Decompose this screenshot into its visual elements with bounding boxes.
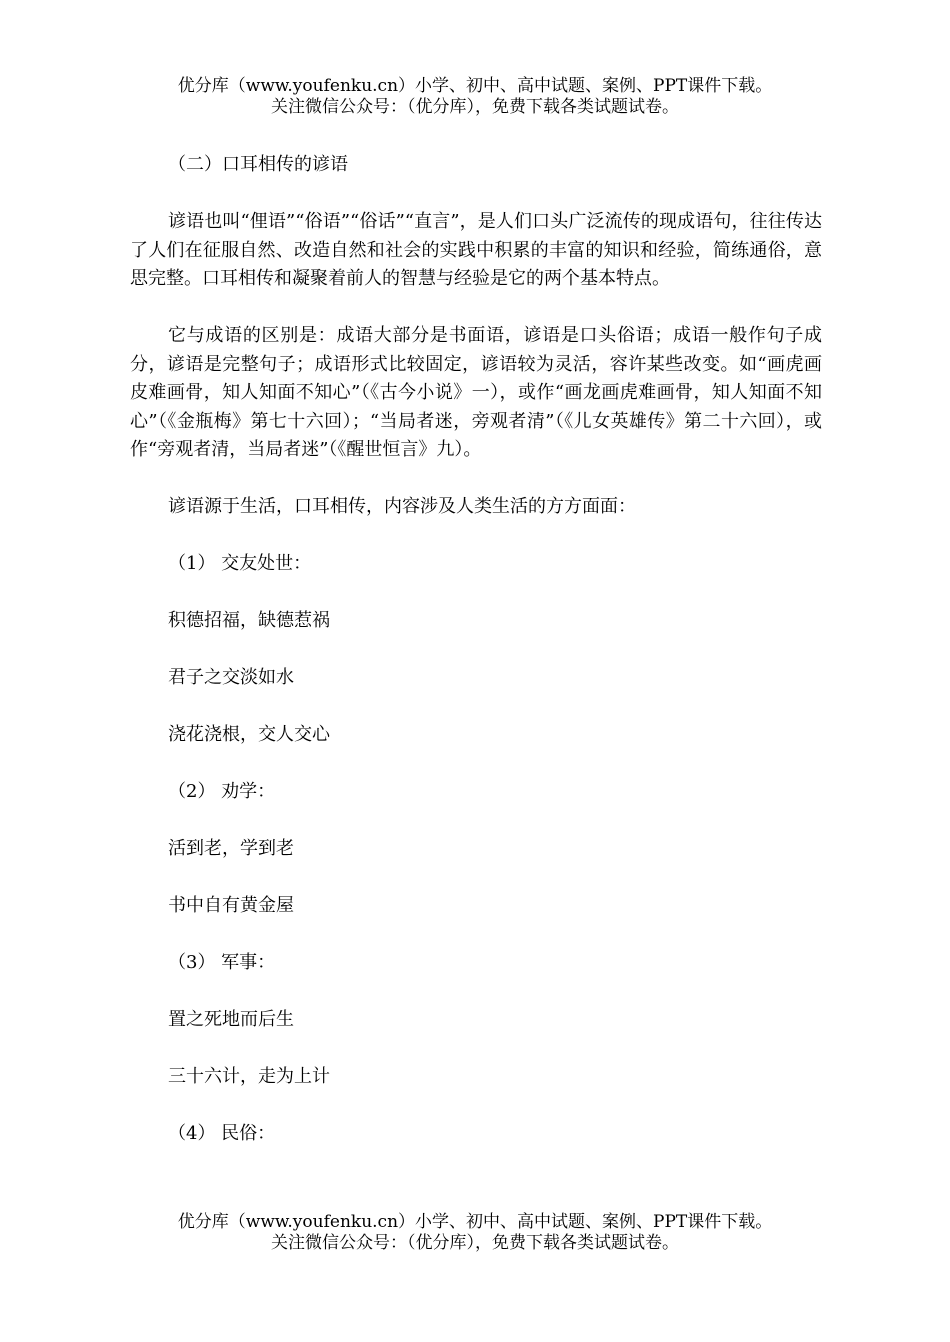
header-wechat-line: 关注微信公众号：（优分库），免费下载各类试题试卷。 xyxy=(271,97,679,117)
document-body xyxy=(130,151,822,1149)
proverb-item: 活到老，学到老 xyxy=(168,838,294,859)
proverb-item: 君子之交淡如水 xyxy=(168,667,294,688)
paragraph-intro: 谚语源于生活，口耳相传，内容涉及人类生活的方方面面： xyxy=(168,496,636,517)
proverb-item: 书中自有黄金屋 xyxy=(168,895,294,916)
category-heading-military: （3） 军事： xyxy=(168,952,276,973)
header-site-line: 优分库（www.youfenku.cn）小学、初中、高中试题、案例、PPT课件下载。 xyxy=(177,76,773,96)
paragraph-definition: 谚语也叫“俚语”“俗语”“俗话”“直言”，是人们口头广泛流传的现成语句，往往传达了人们在征服自然、改造自然和社会的实践中积累的丰富的知识和经验，简练通俗，意思完整。口耳相传和凝聚着前人的智慧与经验是它的两个基本特点。 xyxy=(130,211,822,289)
category-heading-study: （2） 劝学： xyxy=(168,781,276,802)
category-heading-social: （1） 交友处世： xyxy=(168,553,312,574)
footer-site-line: 优分库（www.youfenku.cn）小学、初中、高中试题、案例、PPT课件下载。 xyxy=(177,1212,773,1232)
proverb-item: 浇花浇根，交人交心 xyxy=(168,724,330,745)
section-title: （二）口耳相传的谚语 xyxy=(168,154,348,175)
proverb-item: 置之死地而后生 xyxy=(168,1009,294,1030)
proverb-item: 积德招福，缺德惹祸 xyxy=(168,610,330,631)
category-heading-folk: （4） 民俗： xyxy=(168,1123,276,1144)
footer-wechat-line: 关注微信公众号：（优分库），免费下载各类试题试卷。 xyxy=(271,1233,679,1253)
paragraph-comparison: 它与成语的区别是：成语大部分是书面语，谚语是口头俗语；成语一般作句子成分，谚语是完整句子；成语形式比较固定，谚语较为灵活，容许某些改变。如“画虎画皮难画骨，知人知面不知心”（《古今小说》一），或作“画龙画虎难画骨，知人知面不知心”（《金瓶梅》第七十六回）；“当局者迷，旁观者清”（《儿女英雄传》第二十六回），或作“旁观者清，当局者迷”（《醒世恒言》九）。 xyxy=(130,325,822,460)
page-header xyxy=(0,76,950,118)
page-footer xyxy=(0,1212,950,1254)
proverb-item: 三十六计，走为上计 xyxy=(168,1066,330,1087)
